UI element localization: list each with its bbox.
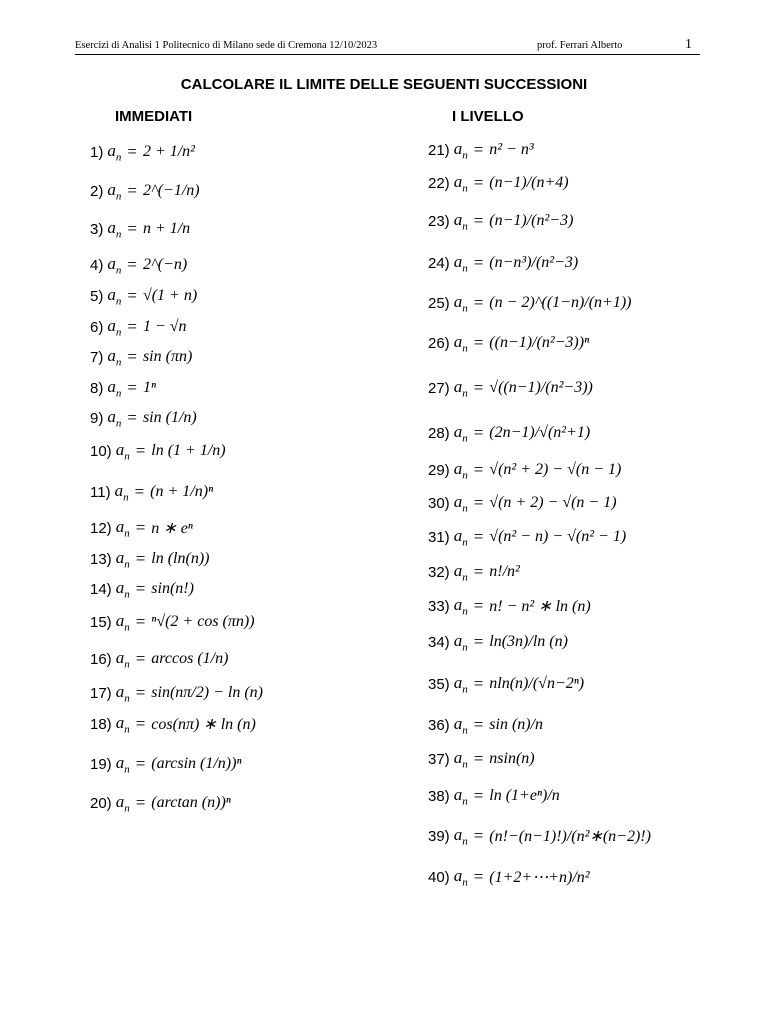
sequence-letter: a <box>453 251 463 271</box>
exercise-number: 21) <box>428 141 450 159</box>
sequence-formula: 2^(−n) <box>142 256 188 273</box>
equals-sign: = <box>473 786 484 805</box>
sequence-formula: sin (n)/n <box>489 716 544 733</box>
exercise-item <box>428 170 569 196</box>
sequence-letter: a <box>115 547 125 567</box>
exercise-number: 4) <box>90 256 104 274</box>
exercise-number: 15) <box>90 613 112 631</box>
equals-sign: = <box>473 632 484 651</box>
sequence-symbol <box>116 578 130 600</box>
sequence-formula: √((n−1)/(n²−3)) <box>489 379 593 396</box>
sequence-symbol <box>116 682 130 704</box>
sequence-index: n <box>124 692 130 705</box>
exercise-item <box>90 609 255 635</box>
exercise-number: 12) <box>90 519 112 537</box>
equals-sign: = <box>127 181 137 200</box>
sequence-formula: √(1 + n) <box>142 287 198 304</box>
exercise-number: 26) <box>428 334 450 352</box>
sequence-index: n <box>462 220 468 233</box>
sequence-index: n <box>462 432 468 445</box>
sequence-formula: (n−1)/(n+4) <box>489 174 569 191</box>
sequence-index: n <box>462 387 468 400</box>
equals-sign: = <box>127 378 137 397</box>
sequence-index: n <box>462 795 468 808</box>
sequence-formula: (n!−(n−1)!)/(n²∗(n−2)!) <box>489 828 651 845</box>
sequence-formula: sin(nπ/2) − ln (n) <box>151 684 263 701</box>
equals-sign: = <box>473 562 484 581</box>
sequence-letter: a <box>115 577 125 597</box>
sequence-letter: a <box>453 171 463 191</box>
exercise-item <box>428 330 589 356</box>
sequence-symbol <box>107 141 121 163</box>
equals-sign: = <box>135 683 146 702</box>
sequence-index: n <box>115 264 122 277</box>
section-heading-livello: I LIVELLO <box>452 108 524 125</box>
sequence-symbol <box>116 792 130 814</box>
exercise-number: 5) <box>90 287 104 305</box>
equals-sign: = <box>473 173 484 192</box>
sequence-letter: a <box>453 630 463 650</box>
sequence-formula: (arcsin (1/n))ⁿ <box>151 755 242 772</box>
sequence-letter: a <box>453 138 463 158</box>
sequence-symbol <box>454 492 468 514</box>
sequence-formula: n! − n² ∗ ln (n) <box>489 598 591 615</box>
sequence-letter: a <box>453 747 463 767</box>
sequence-symbol <box>454 673 468 695</box>
exercise-number: 2) <box>90 182 104 200</box>
sequence-index: n <box>462 149 468 162</box>
exercise-item <box>90 546 209 572</box>
sequence-letter: a <box>107 315 116 335</box>
equals-sign: = <box>127 286 137 305</box>
sequence-symbol <box>116 611 130 633</box>
equals-sign: = <box>473 293 484 312</box>
sequence-letter: a <box>453 560 463 580</box>
sequence-index: n <box>462 835 468 848</box>
sequence-index: n <box>124 621 130 634</box>
sequence-index: n <box>462 302 468 315</box>
sequence-symbol <box>454 292 468 314</box>
exercise-number: 13) <box>90 550 112 568</box>
exercise-number: 20) <box>90 794 112 812</box>
sequence-letter: a <box>453 458 463 478</box>
sequence-index: n <box>123 491 129 504</box>
sequence-symbol <box>107 346 121 368</box>
equals-sign: = <box>135 579 146 598</box>
exercise-item <box>90 576 194 602</box>
equals-sign: = <box>473 333 484 352</box>
header-author: prof. Ferrari Alberto <box>537 40 623 51</box>
equals-sign: = <box>473 211 484 230</box>
exercise-number: 3) <box>90 220 104 238</box>
sequence-symbol <box>115 481 129 503</box>
sequence-formula: (arctan (n))ⁿ <box>151 794 231 811</box>
equals-sign: = <box>135 793 146 812</box>
exercise-item <box>90 711 256 737</box>
exercise-item <box>428 420 590 446</box>
exercise-number: 32) <box>428 563 450 581</box>
sequence-letter: a <box>107 253 116 273</box>
sequence-index: n <box>462 182 468 195</box>
equals-sign: = <box>127 255 137 274</box>
equals-sign: = <box>135 612 146 631</box>
exercise-number: 36) <box>428 716 450 734</box>
sequence-symbol <box>116 713 130 735</box>
exercise-number: 8) <box>90 379 104 397</box>
sequence-index: n <box>462 536 468 549</box>
sequence-letter: a <box>107 284 116 304</box>
sequence-symbol <box>454 252 468 274</box>
sequence-index: n <box>462 262 468 275</box>
sequence-formula: 1 − √n <box>142 318 187 335</box>
exercise-number: 35) <box>428 675 450 693</box>
exercise-number: 19) <box>90 755 112 773</box>
exercise-item <box>90 438 226 464</box>
sequence-letter: a <box>107 217 116 237</box>
sequence-symbol <box>107 254 121 276</box>
sequence-index: n <box>124 763 130 776</box>
sequence-formula: (n−1)/(n²−3) <box>489 212 574 229</box>
equals-sign: = <box>134 482 145 501</box>
sequence-symbol <box>454 459 468 481</box>
equals-sign: = <box>127 219 137 238</box>
equals-sign: = <box>127 347 137 366</box>
sequence-index: n <box>462 683 468 696</box>
sequence-formula: (2n−1)/√(n²+1) <box>489 424 591 441</box>
sequence-letter: a <box>453 594 463 614</box>
sequence-formula: (1+2+⋯+n)/n² <box>489 869 590 886</box>
sequence-letter: a <box>107 345 116 365</box>
exercise-item <box>90 646 228 672</box>
equals-sign: = <box>135 754 146 773</box>
sequence-letter: a <box>115 516 125 536</box>
sequence-letter: a <box>107 179 116 199</box>
page-title: CALCOLARE IL LIMITE DELLE SEGUENTI SUCCESSIONI <box>180 76 588 93</box>
sequence-letter: a <box>453 291 463 311</box>
exercise-number: 25) <box>428 294 450 312</box>
sequence-index: n <box>115 387 122 400</box>
sequence-letter: a <box>107 376 116 396</box>
sequence-letter: a <box>115 681 125 701</box>
sequence-index: n <box>462 571 468 584</box>
exercise-item <box>428 137 534 163</box>
sequence-letter: a <box>453 209 463 229</box>
sequence-formula: ⁿ√(2 + cos (πn)) <box>151 613 255 630</box>
sequence-formula: arccos (1/n) <box>151 650 229 667</box>
sequence-letter: a <box>115 439 125 459</box>
equals-sign: = <box>473 527 484 546</box>
sequence-formula: ln (ln(n)) <box>151 550 210 567</box>
sequence-formula: ln (1 + 1/n) <box>151 442 226 459</box>
sequence-symbol <box>454 866 468 888</box>
equals-sign: = <box>473 140 484 159</box>
page-number: 1 <box>685 37 692 52</box>
sequence-index: n <box>462 605 468 618</box>
sequence-letter: a <box>115 610 125 630</box>
exercise-number: 38) <box>428 787 450 805</box>
exercise-number: 23) <box>428 212 450 230</box>
sequence-index: n <box>115 190 122 203</box>
sequence-index: n <box>124 558 130 571</box>
exercise-item <box>428 746 535 772</box>
exercise-number: 37) <box>428 750 450 768</box>
sequence-letter: a <box>453 376 463 396</box>
equals-sign: = <box>473 596 484 615</box>
equals-sign: = <box>473 423 484 442</box>
sequence-index: n <box>124 450 130 463</box>
sequence-symbol <box>107 377 121 399</box>
exercise-number: 28) <box>428 424 450 442</box>
exercise-number: 7) <box>90 348 104 366</box>
exercise-number: 9) <box>90 409 104 427</box>
sequence-index: n <box>462 724 468 737</box>
exercise-item <box>428 375 593 401</box>
sequence-letter: a <box>115 712 125 732</box>
exercise-number: 30) <box>428 494 450 512</box>
sequence-formula: sin (1/n) <box>142 409 197 426</box>
sequence-letter: a <box>115 647 125 667</box>
sequence-index: n <box>124 658 130 671</box>
exercise-item <box>428 593 591 619</box>
exercise-number: 33) <box>428 597 450 615</box>
sequence-symbol <box>454 631 468 653</box>
sequence-letter: a <box>453 421 463 441</box>
equals-sign: = <box>473 826 484 845</box>
exercise-number: 27) <box>428 379 450 397</box>
sequence-letter: a <box>453 491 463 511</box>
sequence-symbol <box>454 825 468 847</box>
sequence-formula: (n − 2)^((1−n)/(n+1)) <box>489 294 632 311</box>
sequence-letter: a <box>453 525 463 545</box>
equals-sign: = <box>473 253 484 272</box>
sequence-formula: cos(nπ) ∗ ln (n) <box>151 716 256 733</box>
exercise-number: 39) <box>428 827 450 845</box>
exercise-item <box>428 208 573 234</box>
equals-sign: = <box>135 549 146 568</box>
sequence-symbol <box>107 218 121 240</box>
sequence-symbol <box>107 180 121 202</box>
sequence-index: n <box>115 295 122 308</box>
sequence-formula: n² − n³ <box>489 141 534 158</box>
equals-sign: = <box>135 441 146 460</box>
sequence-symbol <box>454 526 468 548</box>
exercise-item <box>90 178 200 204</box>
exercise-item <box>428 250 578 276</box>
sequence-symbol <box>454 172 468 194</box>
sequence-index: n <box>115 326 122 339</box>
sequence-formula: n!/n² <box>489 563 520 580</box>
exercise-number: 11) <box>90 483 111 501</box>
equals-sign: = <box>135 518 146 537</box>
exercise-number: 10) <box>90 442 112 460</box>
exercise-number: 17) <box>90 684 112 702</box>
exercise-item <box>90 479 213 505</box>
sequence-symbol <box>454 377 468 399</box>
exercise-number: 40) <box>428 868 450 886</box>
equals-sign: = <box>473 493 484 512</box>
equals-sign: = <box>473 460 484 479</box>
exercise-item <box>90 680 263 706</box>
equals-sign: = <box>473 378 484 397</box>
exercise-number: 1) <box>90 143 104 161</box>
section-heading-immediati: IMMEDIATI <box>115 108 193 125</box>
page-header <box>75 38 700 55</box>
equals-sign: = <box>473 749 484 768</box>
sequence-letter: a <box>453 784 463 804</box>
equals-sign: = <box>473 715 484 734</box>
sequence-formula: √(n² + 2) − √(n − 1) <box>489 461 622 478</box>
sequence-letter: a <box>453 865 463 885</box>
sequence-letter: a <box>115 752 125 772</box>
sequence-formula: √(n + 2) − √(n − 1) <box>489 494 617 511</box>
sequence-symbol <box>454 210 468 232</box>
sequence-symbol <box>454 748 468 770</box>
sequence-symbol <box>116 440 130 462</box>
sequence-index: n <box>124 527 130 540</box>
equals-sign: = <box>127 408 137 427</box>
sequence-index: n <box>462 502 468 515</box>
equals-sign: = <box>135 649 146 668</box>
exercise-item <box>90 314 187 340</box>
exercise-item <box>428 671 584 697</box>
exercise-item <box>90 344 192 370</box>
sequence-formula: nln(n)/(√n−2ⁿ) <box>489 675 585 692</box>
sequence-index: n <box>115 417 122 430</box>
sequence-letter: a <box>453 713 463 733</box>
sequence-index: n <box>462 758 468 771</box>
sequence-formula: sin(n!) <box>151 580 194 597</box>
sequence-letter: a <box>453 672 463 692</box>
sequence-symbol <box>454 422 468 444</box>
exercise-number: 6) <box>90 318 104 336</box>
exercise-item <box>90 790 231 816</box>
exercise-item <box>90 751 241 777</box>
sequence-formula: ln (1+eⁿ)/n <box>489 787 560 804</box>
sequence-formula: n + 1/n <box>142 220 191 237</box>
exercise-item <box>90 216 190 242</box>
sequence-formula: sin (πn) <box>142 348 193 365</box>
exercise-number: 14) <box>90 580 112 598</box>
exercise-item <box>428 783 560 809</box>
exercise-item <box>428 524 626 550</box>
sequence-symbol <box>454 139 468 161</box>
exercise-item <box>90 283 197 309</box>
sequence-letter: a <box>115 791 125 811</box>
sequence-letter: a <box>107 406 116 426</box>
exercise-number: 29) <box>428 461 450 479</box>
sequence-index: n <box>462 641 468 654</box>
exercise-item <box>90 139 195 165</box>
header-course: Esercizi di Analisi 1 Politecnico di Milano sede di Cremona 12/10/2023 <box>75 40 378 51</box>
equals-sign: = <box>127 317 137 336</box>
sequence-symbol <box>116 548 130 570</box>
exercise-number: 18) <box>90 715 112 733</box>
exercise-item <box>428 490 617 516</box>
sequence-formula: ((n−1)/(n²−3))ⁿ <box>489 334 590 351</box>
sequence-formula: nsin(n) <box>489 750 535 767</box>
sequence-symbol <box>107 316 121 338</box>
equals-sign: = <box>135 714 146 733</box>
exercise-item <box>428 559 520 585</box>
sequence-index: n <box>115 228 122 241</box>
sequence-index: n <box>115 356 122 369</box>
exercise-number: 31) <box>428 528 450 546</box>
sequence-letter: a <box>114 480 124 500</box>
exercise-item <box>428 864 590 890</box>
exercise-item <box>428 712 543 738</box>
sequence-index: n <box>462 876 468 889</box>
sequence-formula: ln(3n)/ln (n) <box>489 633 568 650</box>
sequence-symbol <box>454 332 468 354</box>
sequence-symbol <box>116 648 130 670</box>
equals-sign: = <box>127 142 137 161</box>
sequence-index: n <box>124 588 130 601</box>
sequence-formula: (n−n³)/(n²−3) <box>489 254 579 271</box>
sequence-formula: 1ⁿ <box>142 379 156 396</box>
exercise-number: 24) <box>428 254 450 272</box>
sequence-letter: a <box>107 140 116 160</box>
exercise-item <box>428 823 651 849</box>
sequence-formula: √(n² − n) − √(n² − 1) <box>489 528 627 545</box>
sequence-formula: 2 + 1/n² <box>142 143 195 160</box>
exercise-number: 16) <box>90 650 112 668</box>
sequence-symbol <box>454 785 468 807</box>
sequence-index: n <box>124 723 130 736</box>
sequence-symbol <box>107 407 121 429</box>
exercise-number: 34) <box>428 633 450 651</box>
exercise-item <box>428 629 568 655</box>
exercise-number: 22) <box>428 174 450 192</box>
sequence-formula: 2^(−1/n) <box>142 182 200 199</box>
exercise-item <box>90 515 193 541</box>
sequence-letter: a <box>453 331 463 351</box>
equals-sign: = <box>473 867 484 886</box>
equals-sign: = <box>473 674 484 693</box>
sequence-symbol <box>454 595 468 617</box>
exercise-item <box>428 290 632 316</box>
sequence-symbol <box>454 714 468 736</box>
sequence-index: n <box>462 469 468 482</box>
exercise-item <box>90 375 156 401</box>
sequence-symbol <box>454 561 468 583</box>
sequence-symbol <box>107 285 121 307</box>
exercise-item <box>90 405 197 431</box>
sequence-formula: n ∗ eⁿ <box>151 520 193 537</box>
exercise-item <box>90 252 187 278</box>
sequence-index: n <box>124 802 130 815</box>
exercise-item <box>428 457 621 483</box>
sequence-symbol <box>116 517 130 539</box>
sequence-formula: (n + 1/n)ⁿ <box>150 483 214 500</box>
sequence-letter: a <box>453 824 463 844</box>
sequence-symbol <box>116 753 130 775</box>
sequence-index: n <box>462 342 468 355</box>
sequence-index: n <box>115 151 122 164</box>
